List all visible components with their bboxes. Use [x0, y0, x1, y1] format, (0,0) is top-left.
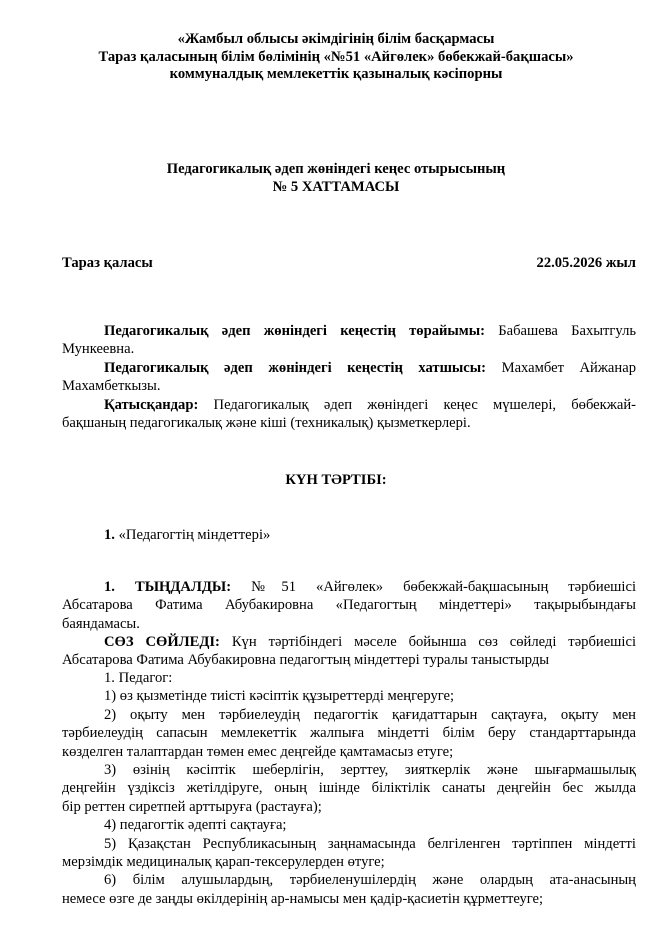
- duty-2-line-3: көзделген талаптардан төмен емес деңгейде қамтамасыз етуге;: [62, 743, 454, 760]
- duty-6-line-1: 6) білім алушылардың, тәрбиеленушілердің және олардың ата-анасының: [104, 872, 636, 889]
- duties-intro: 1. Педагог:: [104, 670, 173, 686]
- heard-line: [62, 578, 636, 596]
- header-line-1: «Жамбыл облысы әкімдігінің білім басқармасы: [177, 31, 495, 47]
- duties-list: [62, 669, 636, 908]
- date: 22.05.2026 жыл: [536, 255, 636, 271]
- heard-line-3: баяндамасы.: [62, 615, 140, 632]
- title-line-1: Педагогикалық әдеп жөніндегі кеңес отырысының: [166, 161, 506, 177]
- duty-1: 1) өз қызметінде тиісті кәсіптік құзыреттерді меңгеруге;: [104, 688, 455, 705]
- heard-label: 1. ТЫҢДАЛДЫ:: [104, 579, 232, 595]
- spoke-section: [62, 633, 636, 670]
- heard-section: [62, 578, 636, 633]
- duty-3-line-3: бір реттен сиретпей арттыруға (растауға);: [62, 798, 322, 815]
- chair-line: [62, 322, 636, 340]
- agenda-item-text: «Педагогтің міндеттері»: [118, 527, 271, 543]
- attendance-section: [62, 322, 636, 432]
- chair-name-cont: Мункеевна.: [62, 341, 135, 358]
- chair-name: Бабашева Бахытгуль: [498, 323, 637, 339]
- secretary-name-cont: Махамбеткызы.: [62, 378, 161, 395]
- heard-line-2: Абсатарова Фатима Абубакировна «Педагогтың міндеттері» тақырыбындағы: [62, 597, 636, 614]
- duty-5-line-1: 5) Қазақстан Республикасының заңнамасында белгіленген тәртіппен міндетті: [104, 835, 636, 852]
- document-title: [0, 161, 672, 196]
- header-line-2: Тараз қаласының білім бөлімінің «№51 «Айгөлек» бөбекжай-бақшасы»: [98, 48, 574, 65]
- duty-5-line-2: мерзімдік медициналық қарап-тексерулерден өтуге;: [62, 854, 385, 871]
- chair-label: Педагогикалық әдеп жөніндегі кеңестің төрайымы:: [104, 323, 485, 339]
- agenda-heading: КҮН ТӘРТІБІ:: [285, 472, 387, 488]
- duty-2-line-1: 2) оқыту мен тәрбиелеудің педагогтік қағидаттарын сақтауға, оқыту мен: [104, 706, 636, 723]
- header-line-3: коммуналдық мемлекеттік қазыналық кәсіпорны: [169, 66, 503, 82]
- duty-2-line-2: тәрбиелеудің сапасын мемлекеттік жалпыға міндетті білім беру стандарттарында: [62, 725, 636, 742]
- participants-cont: бақшаның педагогикалық және кіші (техникалық) қызметкерлері.: [62, 415, 471, 432]
- spoke-line-2: Абсатарова Фатима Абубакировна педагогтың міндеттері туралы таныстырды: [62, 652, 550, 669]
- title-line-2: № 5 ХАТТАМАСЫ: [272, 178, 400, 195]
- agenda-item: [62, 526, 636, 544]
- secretary-label: Педагогикалық әдеп жөніндегі кеңестің хатшысы:: [104, 359, 487, 376]
- duty-4: 4) педагогтік әдепті сақтауға;: [104, 817, 287, 834]
- city: Тараз қаласы: [62, 255, 153, 271]
- duty-3-line-2: деңгейін үздіксіз жетілдіруге, оның ішінде біліктілік санаты деңгейін бес жылда: [62, 780, 636, 797]
- duty-6-line-2: немесе өзге де заңды өкілдерінің ар-намысы мен қадір-қасиетін құрметтеуге;: [62, 890, 544, 907]
- secretary-name: Махамбет Айжанар: [501, 359, 636, 376]
- participants-label: Қатысқандар:: [104, 396, 199, 413]
- agenda-item-number: 1.: [104, 527, 115, 543]
- participants-text: Педагогикалық әдеп жөніндегі кеңес мүшелері, бөбекжай-: [213, 396, 636, 413]
- organization-header: [0, 31, 672, 84]
- spoke-line: [62, 633, 636, 651]
- participants-line: [62, 396, 636, 414]
- duty-3-line-1: 3) өзінің кәсіптік шеберлігін, зерттеу, зияткерлік және шығармашылық: [104, 762, 636, 779]
- heard-text: №51 «Айгөлек» бөбекжай-бақшасының тәрбиешісі: [251, 579, 636, 595]
- spoke-text: Күн тәртібіндегі мәселе бойынша сөз сөйледі тәрбиешісі: [231, 634, 636, 650]
- spoke-label: СӨЗ СӨЙЛЕДІ:: [104, 634, 220, 650]
- secretary-line: [62, 359, 636, 377]
- place-date-row: [62, 254, 636, 272]
